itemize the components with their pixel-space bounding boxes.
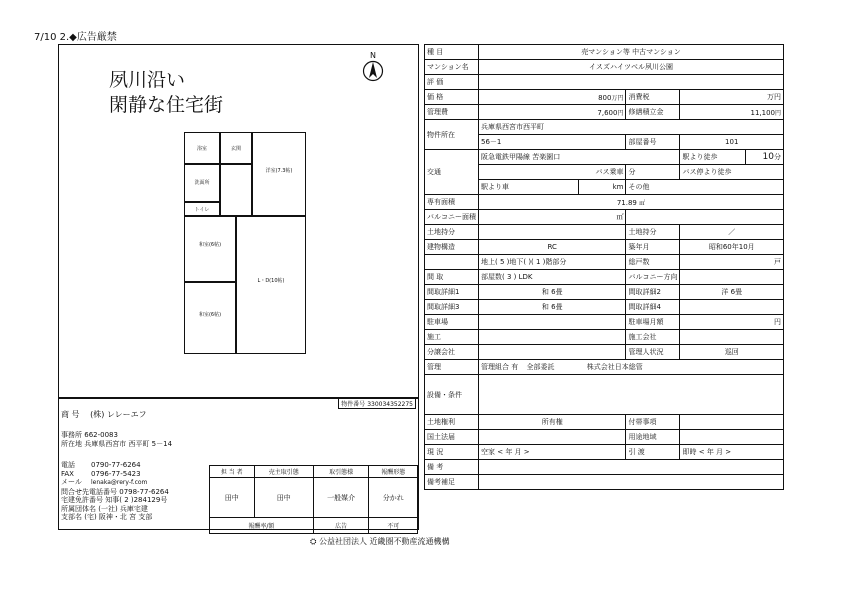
handover-label: 引 渡 xyxy=(626,445,680,460)
balcony-label: バルコニー面積 xyxy=(425,210,479,225)
room-ldk-label: L・D(10帖) xyxy=(257,278,285,284)
layout-label: 間 取 xyxy=(425,270,479,285)
room-toilet-label: トイレ xyxy=(194,207,210,213)
mgmt-label: 管理費 xyxy=(425,105,479,120)
org-logo-icon: ⛭ xyxy=(310,537,317,546)
company-address: 兵庫県西宮市 西平町 5－14 xyxy=(84,440,173,448)
other-label: その他 xyxy=(626,180,784,195)
structure-label: 建物構造 xyxy=(425,240,479,255)
balcony-dir-label: バルコニー方向 xyxy=(626,270,680,285)
company-fax: 0796-77-5423 xyxy=(91,469,141,478)
room-entry xyxy=(220,132,252,164)
fee-label: 報酬率/額 xyxy=(210,518,314,534)
handover-value: 即時 xyxy=(682,448,697,456)
trade-name: (株) レレーエフ xyxy=(90,410,147,419)
ad-label: 広告 xyxy=(313,518,369,534)
handover-year: 年 月 xyxy=(706,448,724,456)
repair-unit: 円 xyxy=(774,109,781,117)
area-value: 71.89 xyxy=(616,198,637,207)
footer-org xyxy=(310,536,450,547)
floor-plan xyxy=(184,132,306,354)
status-value: 空家 xyxy=(481,448,495,456)
repair-value: 11,100 xyxy=(750,108,775,117)
mgmt-unit: 円 xyxy=(617,109,624,117)
structure-value: RC xyxy=(479,240,626,255)
built-label: 築年月 xyxy=(626,240,680,255)
mgmt-type-label: 管理人状況 xyxy=(626,345,680,360)
assoc-name: (一社) 兵庫宅建 xyxy=(98,504,148,513)
status-label: 現 況 xyxy=(425,445,479,460)
header-code: 7/10 2.◆広告厳禁 xyxy=(34,32,117,43)
mgmt-union: 管理組合 有 xyxy=(481,363,519,371)
footer-text: 公益社団法人 近畿圏不動産流通機構 xyxy=(318,537,450,546)
address-label: 所在地 xyxy=(61,440,82,448)
walk-unit: 分 xyxy=(774,153,781,161)
seller-label: 分譲会社 xyxy=(425,345,479,360)
mgmt-company-label: 管理 xyxy=(425,360,479,375)
room-hall xyxy=(220,164,252,216)
reg-no: 330034352275 xyxy=(367,401,413,408)
reg-no-box xyxy=(338,398,416,409)
branch-name: (宅) 阪神・北 宮 支部 xyxy=(84,513,153,521)
price-value: 800 xyxy=(598,93,612,102)
zone-label: 用途地域 xyxy=(626,430,680,445)
land-value: ／ xyxy=(680,225,784,240)
location-value: 兵庫県西宮市西平町 xyxy=(479,120,784,135)
land-label-2: 土地持分 xyxy=(626,225,680,240)
company-mail: lenaka@rery-f.com xyxy=(91,479,148,486)
car-unit: km xyxy=(578,180,626,195)
layout-value: 部屋数( 3 ) LDK xyxy=(479,270,626,285)
building-name: イスズハイツベル夙川公園 xyxy=(479,60,784,75)
lot-value: 56－1 xyxy=(479,135,626,150)
detail3-label: 間取詳細3 xyxy=(425,300,479,315)
room-toilet xyxy=(184,202,220,216)
price-label: 価 格 xyxy=(425,90,479,105)
room-japanese-2-label: 和室(6帖) xyxy=(198,312,222,318)
detail1-value: 和 6畳 xyxy=(479,285,626,300)
mgmt-company: 株式会社日本総管 xyxy=(586,363,643,371)
grid-header: 報酬形態 xyxy=(369,466,418,478)
catch-line-1: 夙川沿い xyxy=(109,69,186,91)
builder-label: 施工 xyxy=(425,330,479,345)
compass xyxy=(362,51,384,86)
status-year: 年 月 xyxy=(505,448,522,456)
balcony-unit: ㎡ xyxy=(479,210,626,225)
parking-unit: 円 xyxy=(680,315,784,330)
mgmt-type: 巡回 xyxy=(680,345,784,360)
fax-label: FAX xyxy=(61,469,74,478)
room-western-label: 洋室(7.3帖) xyxy=(265,168,293,174)
grid-value: 田中 xyxy=(210,478,255,518)
kind-label: 種 目 xyxy=(425,45,479,60)
builder2-label: 施工会社 xyxy=(626,330,680,345)
area-label: 専有面積 xyxy=(425,195,479,210)
contact-label: 問合せ先電話番号 xyxy=(61,487,117,496)
staff-grid xyxy=(209,465,418,534)
office-label: 事務所 xyxy=(61,431,82,439)
units-unit: 戸 xyxy=(680,255,784,270)
location-label: 物件所在 xyxy=(425,120,479,150)
detail1-label: 間取詳細1 xyxy=(425,285,479,300)
room-western xyxy=(252,132,306,216)
kind-value: 売マンション等 中古マンション xyxy=(479,45,784,60)
detail2-label: 間取詳細2 xyxy=(626,285,680,300)
catch-line-2: 閑静な住宅街 xyxy=(109,94,224,116)
floorplan-panel xyxy=(58,44,419,398)
name-label: マンション名 xyxy=(425,60,479,75)
detail3-value: 和 6畳 xyxy=(479,300,626,315)
assoc-label: 所属団体名 xyxy=(61,504,96,513)
room-ldk xyxy=(236,216,306,354)
price-unit: 万円 xyxy=(611,94,624,102)
room-japanese-1 xyxy=(184,216,236,282)
reg-no-label: 物件番号 xyxy=(341,401,366,408)
detail4-label: 間取詳細4 xyxy=(626,300,680,315)
units-label: 総戸数 xyxy=(626,255,680,270)
room-japanese-2 xyxy=(184,282,236,354)
tax-label: 消費税 xyxy=(626,90,680,105)
room-bath-label: 浴室 xyxy=(196,146,207,152)
room-no: 101 xyxy=(680,135,784,150)
compass-letter: N xyxy=(370,51,376,60)
room-washroom-label: 洗面所 xyxy=(194,180,210,186)
trade-label: 商 号 xyxy=(61,410,80,419)
room-entry-label: 玄関 xyxy=(230,146,241,152)
detail2-value: 洋 6畳 xyxy=(680,285,784,300)
room-washroom xyxy=(184,164,220,202)
grid-header: 担 当 者 xyxy=(210,466,255,478)
grid-value: 田中 xyxy=(254,478,313,518)
review-label: 評 価 xyxy=(425,75,479,90)
bus-unit: 分 xyxy=(626,165,680,180)
note2-label: 備考補足 xyxy=(425,475,479,490)
built-value: 昭和60年10月 xyxy=(680,240,784,255)
car-label: 駅より車 xyxy=(479,180,579,195)
mgmt-entrust: 全部委託 xyxy=(526,363,555,371)
property-table: 種 目 売マンション等 中古マンション マンション名 イスズハイツベル夙川公園 評 価 価 格 800万円 消費税 万円 管理費 7,600円 修繕積立金 11,100円 物件所在 兵庫県西宮市西平町 56－1 部屋番号 101 交通 阪急電鉄甲陽線 苦楽園口 駅より徒歩 10分 バス乗車 分 バス停より徒歩 駅より車 km その他 専有面積 71.89 ㎡ バルコニー面積 ㎡ 土地持分 土地持分 ／ 建物構造 RC 築年月 昭和60年10月 地上( 5 )地下( )( 1 )階部分 総戸数 戸 間 取 部屋数( 3 ) LDK バルコニー方向 間取詳細1 和 6畳 間取詳細2 洋 6畳 間取詳細3 和 6畳 間取詳細4 駐車場 駐車場月額 円 施工 施工会社 分譲会社 管理人状況 巡回 管理 管理組合 有 全部委託 株式会社日本総管 設備・条件 土地権利 所有権 付帯事項 国土法届 用途地域 現 況 空家 < 年 月 > 引 渡 即時 < 年 月 > 備 考 備考補足 xyxy=(424,44,784,490)
walk-value: 10 xyxy=(762,152,774,162)
branch-label: 支部名 xyxy=(61,513,82,521)
conditions-label: 設備・条件 xyxy=(425,375,479,415)
room-no-label: 部屋番号 xyxy=(626,135,680,150)
company-tel: 0790-77-6264 xyxy=(91,461,141,469)
area-unit: ㎡ xyxy=(639,199,646,207)
floors-value: 地上( 5 )地下( )( 1 )階部分 xyxy=(479,255,626,270)
land-label: 土地持分 xyxy=(425,225,479,240)
compass-icon xyxy=(362,60,384,82)
grid-header: 取引態様 xyxy=(313,466,369,478)
bus-label: バス乗車 xyxy=(479,165,626,180)
room-japanese-1-label: 和室(6帖) xyxy=(198,242,222,248)
contact-tel: 0798-77-6264 xyxy=(119,487,169,496)
transport-label: 交通 xyxy=(425,150,479,195)
tax-unit: 万円 xyxy=(680,90,784,105)
walk-label: 駅より徒歩 xyxy=(680,150,745,165)
company-block xyxy=(58,398,419,530)
license-no: 知事( 2 )284129号 xyxy=(105,496,168,504)
grid-value: 分かれ xyxy=(369,478,418,518)
law-label: 国土法届 xyxy=(425,430,479,445)
room-bath xyxy=(184,132,220,164)
land-right: 所有権 xyxy=(479,415,626,430)
ad-value: 不可 xyxy=(369,518,418,534)
parking-fee-label: 駐車場月額 xyxy=(626,315,680,330)
tel-label: 電話 xyxy=(61,461,75,469)
land-right-label: 土地権利 xyxy=(425,415,479,430)
mail-label: メール xyxy=(61,478,82,486)
license-label: 宅建免許番号 xyxy=(61,496,103,504)
note-label: 備 考 xyxy=(425,460,479,475)
line-value: 阪急電鉄甲陽線 苦楽園口 xyxy=(479,150,680,165)
repair-label: 修繕積立金 xyxy=(626,105,680,120)
mgmt-value: 7,600 xyxy=(597,108,618,117)
parking-label: 駐車場 xyxy=(425,315,479,330)
attached-label: 付帯事項 xyxy=(626,415,680,430)
grid-value: 一般媒介 xyxy=(313,478,369,518)
bus-walk-label: バス停より徒歩 xyxy=(680,165,784,180)
office-no: 662-0083 xyxy=(84,431,118,439)
grid-header: 売主取引態 xyxy=(254,466,313,478)
